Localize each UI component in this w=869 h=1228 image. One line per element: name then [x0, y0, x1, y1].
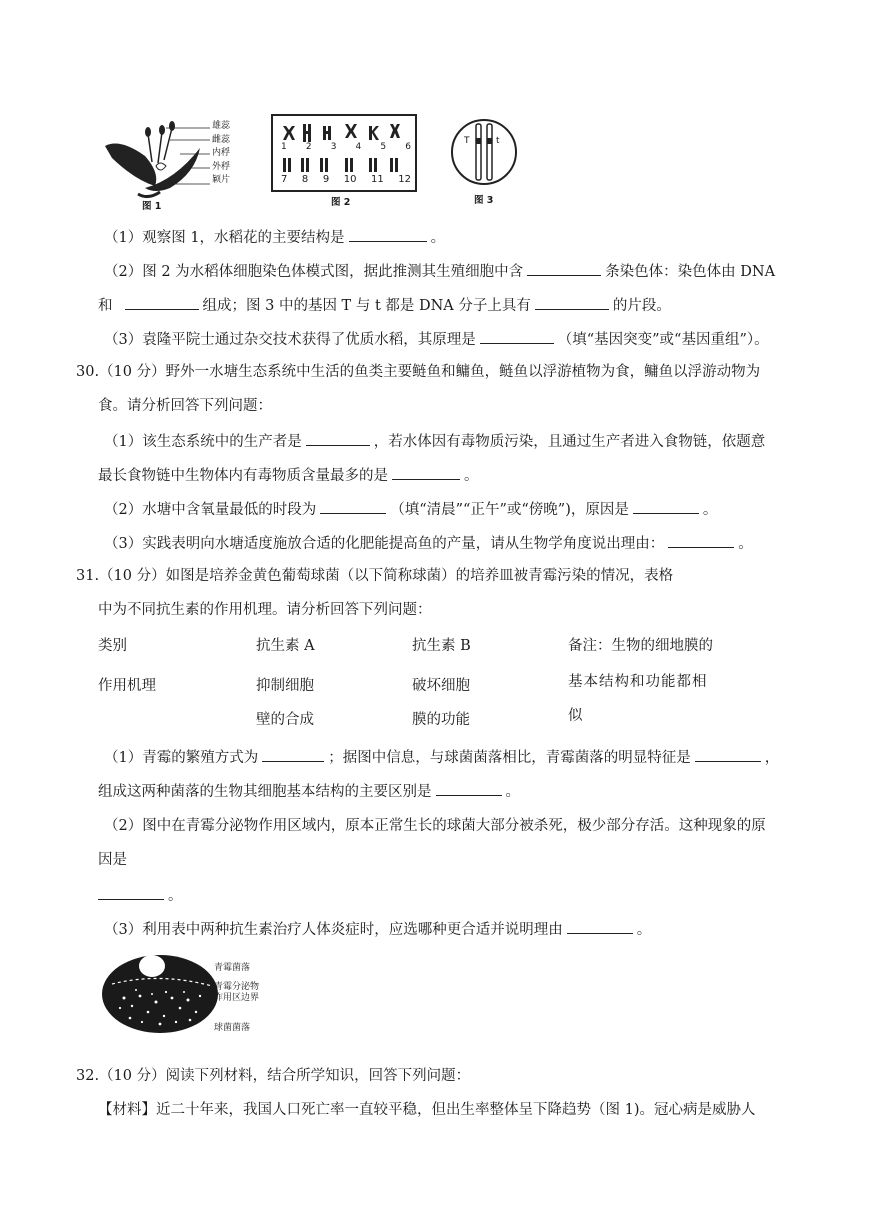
karyotype-frame — [271, 114, 417, 192]
answer-blank[interactable] — [527, 260, 601, 276]
chromosome-number: 4 — [355, 142, 362, 152]
answer-blank[interactable] — [436, 780, 502, 796]
answer-blank[interactable] — [349, 226, 427, 242]
antibiotic-a-mechanism-2: 壁的合成 — [256, 712, 314, 728]
q29-p2-text-b: 条染色体：染色体由 DNA — [605, 264, 776, 280]
chromosome-number: 2 — [305, 142, 312, 152]
flower-label-glume: 颖片 — [212, 175, 231, 185]
q31-p3-text: （3）利用表中两种抗生素治疗人体炎症时，应选哪种更合适并说明理由 — [104, 922, 563, 938]
antibiotic-a-mechanism-1: 抑制细胞 — [256, 678, 314, 694]
q31-p1-text-c: ， — [764, 750, 780, 766]
q30-p2-text-b: （填“清晨”“正午”或“傍晚”)，原因是 — [390, 502, 629, 518]
dish-label-secretion: 青霉分泌物 — [214, 982, 260, 992]
q29-part1 — [104, 226, 445, 248]
chromosome-number: 8 — [301, 174, 309, 185]
q29-part2-line1 — [104, 260, 775, 282]
q31-stem-line1: 31.（10 分）如图是培养金黄色葡萄球菌（以下简称球菌）的培养皿被青霉污染的情况，表格 — [76, 568, 674, 584]
antibiotic-table-header-category: 类别 — [98, 638, 127, 654]
homologous-chromosome-drawing — [450, 114, 530, 194]
answer-blank[interactable] — [567, 918, 633, 934]
dish-label-penicillium-colony: 青霉菌落 — [214, 963, 251, 973]
dish-label-coccus-colony: 球菌菌落 — [214, 1023, 251, 1033]
q31-part2-line2: 因是 — [98, 852, 127, 868]
antibiotic-table-note-line3: 似 — [568, 708, 583, 724]
q29-p1-text: （1）观察图 1，水稻花的主要结构是 — [104, 230, 345, 246]
answer-blank[interactable] — [392, 464, 460, 480]
answer-blank[interactable] — [320, 498, 386, 514]
figure-2-karyotype — [271, 114, 417, 210]
q32-stem: 32.（10 分）阅读下列材料，结合所学知识，回答下列问题： — [76, 1068, 471, 1084]
answer-blank[interactable] — [695, 746, 761, 762]
figure-3-homologous-chromosomes — [450, 114, 530, 210]
flower-label-stamen: 雄蕊 — [212, 121, 231, 131]
q30-p1-text-c: 最长食物链中生物体内有毒物质含量最多的是 — [98, 468, 388, 484]
chromosome-number: 6 — [405, 142, 411, 152]
antibiotic-table-header-a: 抗生素 A — [256, 638, 315, 654]
q30-part3 — [104, 532, 753, 554]
q30-p3-text-b: 。 — [738, 536, 753, 552]
answer-blank[interactable] — [262, 746, 324, 762]
petri-dish-figure — [100, 950, 280, 1035]
q30-p2-text-c: 。 — [702, 502, 718, 518]
chromosome-number: 12 — [398, 174, 411, 185]
q31-stem-line2: 中为不同抗生素的作用机理。请分析回答下列问题： — [98, 602, 432, 618]
answer-blank[interactable] — [535, 294, 609, 310]
answer-blank[interactable] — [125, 294, 199, 310]
chromosome-number: 9 — [322, 174, 330, 185]
q31-part2-line3 — [98, 884, 183, 906]
q29-part2-line2 — [98, 294, 671, 316]
q30-p1-text-b: ，若水体因有毒物质污染，且通过生产者进入食物链，依题意 — [373, 434, 766, 450]
q30-p1-text: （1）该生态系统中的生产者是 — [104, 434, 302, 450]
antibiotic-table-row-mechanism: 作用机理 — [98, 678, 156, 694]
q29-p3-text: （3）袁隆平院士通过杂交技术获得了优质水稻，其原理是 — [104, 332, 476, 348]
gene-t-label: t — [496, 136, 500, 146]
gene-T-label: T — [464, 136, 470, 146]
figure-1-caption: 图 1 — [142, 201, 162, 212]
flower-label-pistil: 雌蕊 — [212, 134, 231, 145]
answer-blank[interactable] — [480, 328, 554, 344]
antibiotic-table-header-b: 抗生素 B — [412, 638, 471, 654]
figure-1-rice-flower — [100, 118, 250, 213]
chromosome-number: 1 — [281, 142, 287, 152]
flower-label-outer-lemma: 外稃 — [212, 161, 231, 172]
q30-p2-text: （2）水塘中含氧量最低的时段为 — [104, 502, 317, 518]
q30-stem-line2: 食。请分析回答下列问题： — [98, 398, 272, 414]
q31-p1-text-d: 组成这两种菌落的生物其细胞基本结构的主要区别是 — [98, 784, 432, 800]
chromosome-number: 5 — [380, 142, 387, 152]
q29-p2-text-c: 和 — [98, 298, 113, 314]
flower-label-inner-lemma: 内稃 — [212, 148, 231, 158]
q31-p1-text-b: ；据图中信息，与球菌菌落相比，青霉菌落的明显特征是 — [328, 750, 691, 766]
chromosome-number: 7 — [281, 174, 288, 185]
q31-part2-line1: （2）图中在青霉分泌物作用区域内，原本正常生长的球菌大部分被杀死，极少部分存活。这种现象的原 — [104, 818, 766, 834]
answer-blank[interactable] — [633, 498, 699, 514]
figure-3-caption: 图 3 — [474, 195, 494, 206]
q30-p3-text: （3）实践表明向水塘适度施放合适的化肥能提高鱼的产量，请从生物学角度说出理由： — [104, 536, 665, 552]
answer-blank[interactable] — [98, 884, 164, 900]
q31-p1-text-e: 。 — [505, 784, 520, 800]
q30-part1-line1 — [104, 430, 765, 452]
chromosome-number: 10 — [343, 174, 357, 185]
q32-material: 【材料】近二十年来，我国人口死亡率一直较平稳，但出生率整体呈下降趋势（图 1)。冠心病是威胁人 — [98, 1102, 756, 1118]
q31-p1-text: （1）青霉的繁殖方式为 — [104, 750, 259, 766]
q31-part3 — [104, 918, 651, 940]
answer-blank[interactable] — [668, 532, 734, 548]
dish-label-boundary: 作用区边界 — [214, 993, 260, 1003]
q30-part2 — [104, 498, 717, 520]
antibiotic-b-mechanism-1: 破坏细胞 — [412, 678, 470, 694]
antibiotic-table-note-line2: 基本结构和功能都相 — [568, 674, 708, 690]
antibiotic-b-mechanism-2: 膜的功能 — [412, 712, 470, 728]
q31-part1-line2 — [98, 780, 520, 802]
q31-p3-text-b: 。 — [636, 922, 652, 938]
q29-p2-text-e: 的片段。 — [612, 298, 671, 314]
figure-2-caption: 图 2 — [331, 197, 351, 208]
petri-dish-drawing — [100, 950, 220, 1035]
chromosome-number: 3 — [330, 142, 337, 152]
q30-p1-text-d: 。 — [464, 468, 479, 484]
chromosome-number: 11 — [370, 174, 384, 185]
q29-part3 — [104, 328, 769, 350]
q29-p2-text: （2）图 2 为水稻体细胞染色体模式图，据此推测其生殖细胞中含 — [104, 264, 524, 280]
q31-p2-text-c: 。 — [168, 888, 183, 904]
answer-blank[interactable] — [306, 430, 370, 446]
antibiotic-table-note-line1: 备注：生物的细地膜的 — [568, 638, 713, 654]
q29-p3-text-b: （填“基因突变”或“基因重组”）。 — [557, 332, 769, 348]
q29-p2-text-d: 组成；图 3 中的基因 T 与 t 都是 DNA 分子上具有 — [202, 298, 531, 314]
q30-stem-line1: 30.（10 分）野外一水塘生态系统中生活的鱼类主要鲢鱼和鳙鱼，鲢鱼以浮游植物为食，鳙鱼以浮游动物为 — [76, 364, 761, 380]
q29-p1-end: 。 — [430, 230, 446, 246]
q30-part1-line2 — [98, 464, 479, 486]
q31-part1-line1 — [104, 746, 779, 768]
